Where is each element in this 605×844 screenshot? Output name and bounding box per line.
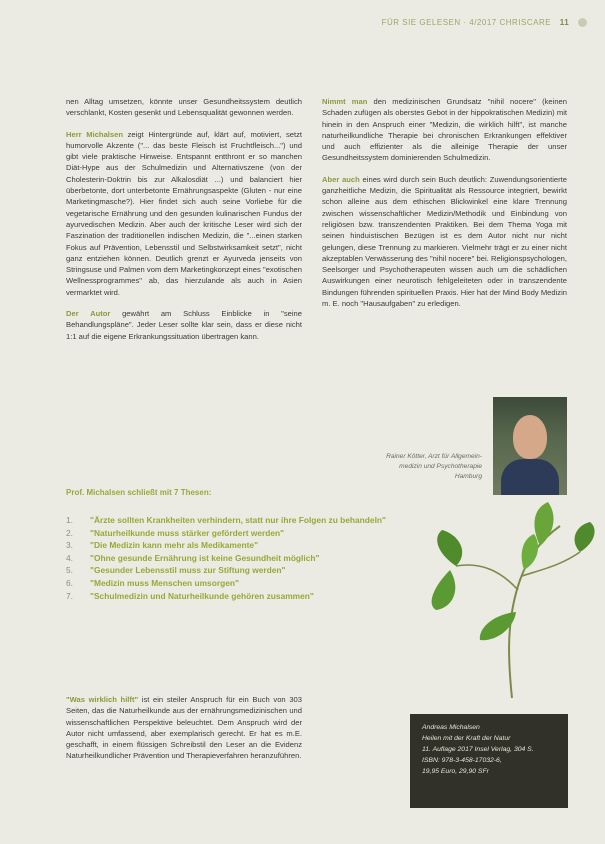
- thesis-text: "Ärzte sollten Krankheiten verhindern, statt nur ihre Folgen zu behandeln": [90, 515, 386, 525]
- plant-sprig-illustration: [420, 500, 600, 700]
- paragraph-lead: Aber auch: [322, 174, 360, 184]
- thesis-number: 5.: [66, 565, 73, 576]
- paragraph-lead: "Was wirklich hilft": [66, 695, 139, 704]
- thesis-text: "Medizin muss Menschen umsorgen": [90, 577, 239, 588]
- book-isbn: ISBN: 978-3-458-17032-6,: [422, 757, 502, 764]
- book-title: Heilen mit der Kraft der Natur: [422, 735, 511, 742]
- author-photo: [493, 397, 567, 495]
- caption-line: Hamburg: [454, 473, 482, 480]
- thesis-item: [66, 552, 396, 565]
- thesis-text: "Die Medizin kann mehr als Medikamente": [90, 540, 259, 551]
- author-face: [513, 415, 547, 459]
- paragraph-lead: Herr Michalsen: [66, 129, 123, 139]
- page-number: 11: [559, 18, 570, 27]
- thesis-item: [66, 514, 396, 527]
- paragraph-text: eines wird durch sein Buch deutlich: Zuwendungsorientierte ganzheitliche Medizin, die Spiritualität als Ressource integriert, bewirkt schon alleine aus dem ethischen Blickwinkel eine klare Trennung zwischen wissenschaftlicher Medizin/Methodik und Einbindung von religiösen bzw. transzendenten Praktiken. Bei dem Thema Yoga mit seinen hinduistischen Bezügen ist es dem Autor nicht nur nicht gelungen, diese Trennung zu markieren. Vielmehr trägt er zu einer nicht akzeptablen Verwässerung des "nihil nocere" bei. Religionspsychologen, Seelsorger und Psychotherapeuten wissen auch um die schädlichen Auswirkungen einer neurotisch fehlgeleiteten oder in transzendente Bindungen führenden spirituellen Praxis. Hier hat der Mind Body Medizin m. E. noch "Hausaufgaben" zu erledigen.: [322, 174, 567, 309]
- author-caption: [340, 452, 482, 482]
- theses-title: Prof. Michalsen schließt mit 7 Thesen:: [66, 488, 212, 497]
- paragraph-text: gewährt am Schluss Einblicke in "seine Behandlungspläne". Jeder Leser sollte klar sein, dass er diese nicht 1:1 auf die eigene Erkrankungssituation übertragen kann.: [66, 309, 302, 341]
- book-info-box: [410, 714, 568, 808]
- thesis-item: [66, 564, 396, 577]
- thesis-item: [66, 590, 396, 603]
- thesis-number: 3.: [66, 540, 73, 551]
- thesis-number: 7.: [66, 590, 73, 601]
- thesis-number: 2.: [66, 527, 73, 538]
- book-author: Andreas Michalsen: [422, 724, 480, 731]
- paragraph-lead: Der Autor: [66, 309, 111, 319]
- thesis-number: 6.: [66, 577, 73, 588]
- thesis-text: "Naturheilkunde muss stärker gefördert werden": [90, 527, 285, 538]
- page-header: [382, 18, 587, 27]
- thesis-item: [66, 527, 396, 540]
- thesis-text: "Ohne gesunde Ernährung ist keine Gesundheit möglich": [90, 552, 320, 563]
- theses-list: [66, 514, 396, 602]
- page-marker-dot: [578, 18, 587, 27]
- author-shirt: [501, 459, 559, 495]
- left-paragraph-2: [66, 129, 302, 298]
- left-paragraph-3: [66, 308, 302, 342]
- thesis-item: [66, 539, 396, 552]
- right-paragraph-2: [322, 174, 567, 310]
- right-column: [322, 96, 567, 319]
- left-column: [66, 96, 302, 352]
- bottom-paragraph-text: [66, 694, 302, 762]
- paragraph-text: den medizinischen Grundsatz "nihil nocere" (keinen Schaden zufügen als oberstes Gebot in der hippokratischen Medizin) mit hinein in den Anspruch einer "Medizin, die wirklich hilft", ist manche naturheilkundliche Therapie bei chronischen Erkrankungen effektiver und auch effizienter als die alleinige Therapie der unser Gesundheitssystem dominierenden Schulmedizin.: [322, 97, 567, 163]
- paragraph-lead: Nimmt man: [322, 97, 368, 106]
- book-price: 19,95 Euro, 29,90 SFr: [422, 768, 489, 775]
- bottom-paragraph: [66, 694, 302, 772]
- left-paragraph-1: nen Alltag umsetzen, könnte unser Gesundheitssystem deutlich verschlankt, Kosten gesenkt und Lebensqualität gewonnen werden.: [66, 97, 302, 118]
- caption-line: Rainer Kötter, Arzt für Allgemein-: [386, 453, 482, 460]
- thesis-text: "Gesunder Lebensstil muss zur Stiftung werden": [90, 565, 286, 576]
- thesis-number: 4.: [66, 552, 73, 563]
- header-section-text: FÜR SIE GELESEN · 4/2017 CHRISCARE: [381, 18, 552, 27]
- paragraph-text: ist ein steiler Anspruch für ein Buch von 303 Seiten, das die Naturheilkunde aus der ernährungsmedizinischen und wissenschaftlichen Perspektive beleuchtet. Dem Anspruch wird der Autor nicht umfassend, aber exemplarisch gerecht. Er hat es m.E. geschafft, in einem flüssigen Schreibstil den Leser an die Evidenz Naturheilkundlicher Prävention und Therapieverfahren heranzuführen.: [66, 695, 302, 761]
- right-paragraph-1: [322, 96, 567, 164]
- caption-line: medizin und Psychotherapie: [399, 463, 482, 470]
- thesis-text: "Schulmedizin und Naturheilkunde gehören zusammen": [90, 590, 314, 601]
- paragraph-text: zeigt Hintergründe auf, klärt auf, motiviert, setzt humorvolle Akzente ("... das beste Fleisch ist Fruchtfleisch...") und gibt viele praktische Hinweise. Entspannt entthront er so manchen Diät-Hype aus der Schulmedizin und Alternativszene (von der Cholesterin-Doktrin bis zur Alkalosdiät ...) und balanciert hier überbetonte, dort unterbetonte Ernährungsaspekte (Gluten - nur eine Marketingmasche?). Hier findet sich auch seine Vorliebe für die vegetarische Ernährung und den gesunden kulinarischen Fundus der ayurvedischen Medizin. Aber auch der kritische Leser wird sich der Faszination der traditionellen indischen Medizin, die "...einen starken Fokus auf Prävention, Lebensstil und Selbstwirksamkeit setzt", nicht ganz entziehen können. Deutlich grenzt er Ayurveda jenseits von Stringsuse und Palmen vom dem Marketingkonzept eines "exotischen Wellnessprogrammes" ab, das hierzulande als auch in Asien vermarktet wird.: [66, 129, 302, 297]
- book-edition: 11. Auflage 2017 Insel Verlag, 304 S.: [422, 746, 534, 753]
- thesis-item: [66, 577, 396, 590]
- thesis-number: 1.: [66, 515, 73, 525]
